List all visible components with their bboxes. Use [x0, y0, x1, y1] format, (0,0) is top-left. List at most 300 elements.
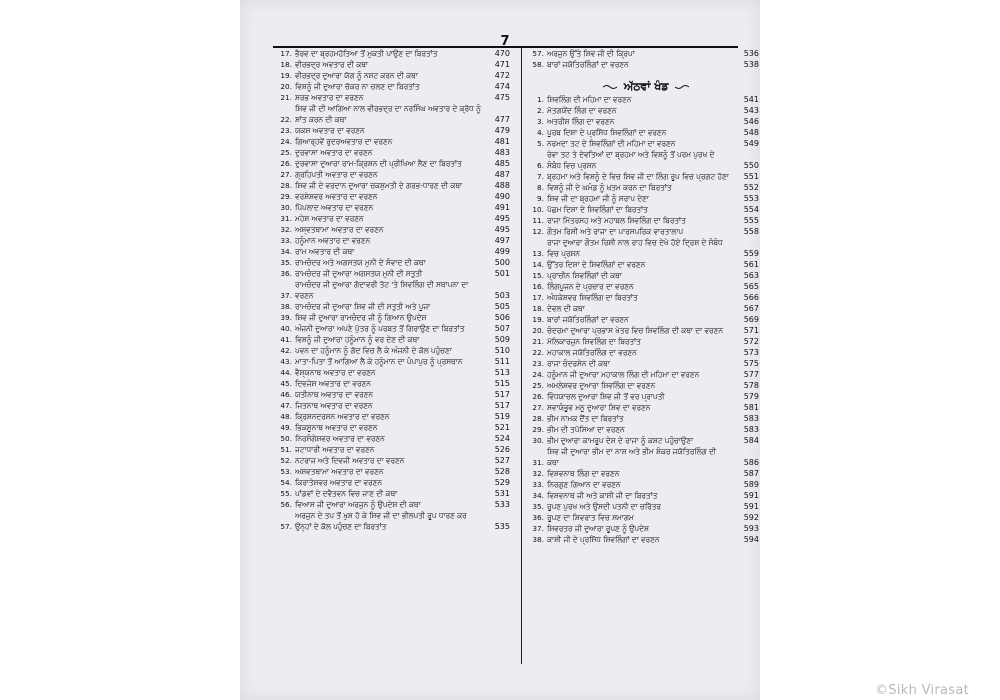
entry-number: 23. [532, 359, 544, 368]
entry-page: 565 [743, 282, 759, 291]
entry-title: ਸਵਾਯੰਭੂਵ ਮਨੂ ਦੁਆਰਾ ਸ਼ਿਵ ਦਾ ਵਰਣਨ [547, 403, 651, 412]
entry-title: ਲਿੰਗਪੂਜਨ ਦੇ ਪ੍ਰਚਾਰ ਦਾ ਵਰਣਨ [547, 282, 634, 291]
contents-entry [527, 501, 759, 512]
entry-title: ਸ਼ਿਵ ਜੀ ਦੇ ਵਰਦਾਨ ਦੁਆਰਾ ਚਕਸ਼ੁਮਤੀ ਦੇ ਗਰਭ-ਧਾਰਣ ਦੀ ਕਥਾ [295, 181, 463, 190]
entry-page: 471 [494, 60, 510, 69]
entry-number: 38. [532, 535, 544, 544]
contents-entry [275, 59, 510, 70]
entry-title: ਪੂਰਬ ਦਿਸ਼ਾ ਦੇ ਪ੍ਰਸਿੱਧ ਸ਼ਿਵਲਿੰਗਾਂ ਦਾ ਵਰਣਨ [547, 128, 667, 137]
entry-title: ਪਾਂਡਵਾਂ ਦੇ ਦਵੈਤਵਨ ਵਿਚ ਜਾਣ ਦੀ ਕਥਾ [295, 489, 398, 498]
entry-title: ਬਾਰਾਂ ਜਯੋਤਿਰਲਿੰਗਾਂ ਦਾ ਵਰਣਨ [547, 60, 629, 69]
contents-entry [527, 391, 759, 402]
contents-entry [275, 510, 510, 532]
entry-page: 559 [743, 249, 759, 258]
entry-page: 551 [743, 172, 759, 181]
entry-page: 566 [743, 293, 759, 302]
entry-number: 27. [532, 403, 544, 412]
entry-number: 32. [532, 469, 544, 478]
contents-entry [275, 334, 510, 345]
entry-title: ਵਿਸ਼ਵਨਾਥ ਲਿੰਗ ਦਾ ਵਰਣਨ [547, 469, 620, 478]
entry-number: 32. [280, 225, 292, 234]
entry-number: 57. [532, 49, 544, 58]
contents-entry [275, 136, 510, 147]
entry-page: 487 [494, 170, 510, 179]
entry-title: ਰਾਜਾ ਮਿੱਤਰਸਹ ਅਤੇ ਮਹਾਬਲ ਸ਼ਿਵਲਿੰਗ ਦਾ ਬਿਰਤਾਂਤ [547, 216, 686, 225]
entry-title: ਵਿੰਧਯਾਚਲ ਦੁਆਰਾ ਸ਼ਿਵ ਜੀ ਤੋਂ ਵਰ ਪ੍ਰਾਪਤੀ [547, 392, 665, 401]
entry-number: 28. [280, 181, 292, 190]
entry-page: 505 [494, 302, 510, 311]
entry-number: 22. [532, 348, 544, 357]
entry-number: 44. [280, 368, 292, 377]
entry-page: 553 [743, 194, 759, 203]
entry-number: 42. [280, 346, 292, 355]
entry-title: ਪਵਨ ਦਾ ਹਨੂੰਮਾਨ ਨੂੰ ਗੋਦ ਵਿਚ ਲੈ ਕੇ ਅੰਜਨੀ ਦੇ ਕੋਲ ਪਹੁੰਚਣਾ [295, 346, 452, 355]
entry-page: 524 [494, 434, 510, 443]
entry-title: ਭੀਮ ਦੁਆਰਾ ਕਾਮਰੂਪ ਦੇਸ਼ ਦੇ ਰਾਜਾ ਨੂੰ ਕਸ਼ਟ ਪਹੁੰਚਾਉਣਾ [547, 436, 694, 445]
entry-title: ਚੰਦਰਮਾ ਦੁਆਰਾ ਪ੍ਰਭਾਸ ਖੇਤਰ ਵਿਚ ਸ਼ਿਵਲਿੰਗ ਦੀ ਕਥਾ ਦਾ ਵਰਣਨ [547, 326, 723, 335]
entry-title: ਹਨੂੰਮਾਨ ਜੀ ਦੁਆਰਾ ਮਹਾਕਾਲ ਲਿੰਗ ਦੀ ਮਹਿਮਾ ਦਾ ਵਰਣਨ [547, 370, 700, 379]
entry-number: 43. [280, 357, 292, 366]
entry-title: ਸ਼ਿਵ ਜੀ ਦਾ ਬ੍ਰਹਮਾ ਜੀ ਨੂੰ ਸਰਾਪ ਦੇਣਾ [547, 194, 649, 203]
entry-number: 56. [280, 500, 292, 509]
contents-entry [275, 411, 510, 422]
entry-page: 491 [494, 203, 510, 212]
contents-entry [275, 433, 510, 444]
entry-number: 45. [280, 379, 292, 388]
entry-number: 34. [280, 247, 292, 256]
contents-entry [275, 356, 510, 367]
entry-page: 586 [743, 458, 759, 467]
entry-number: 17. [532, 293, 544, 302]
entry-page: 555 [743, 216, 759, 225]
entry-page: 503 [494, 291, 510, 300]
entry-number: 21. [532, 337, 544, 346]
contents-entry [275, 70, 510, 81]
entry-number: 7. [537, 172, 544, 181]
entry-page: 531 [494, 489, 510, 498]
contents-entry [275, 367, 510, 378]
entry-title: ਗ੍ਰਹਿਪਤੀ ਅਵਤਾਰ ਦਾ ਵਰਣਨ [295, 170, 378, 179]
entry-page: 584 [743, 436, 759, 445]
entry-page: 497 [494, 236, 510, 245]
entry-title: ਅਤਰੀਸ਼ ਲਿੰਗ ਦਾ ਵਰਣਨ [547, 117, 615, 126]
entry-number: 10. [532, 205, 544, 214]
contents-entry [275, 455, 510, 466]
contents-entry [275, 103, 510, 125]
contents-entry [527, 446, 759, 468]
entry-title: ਰੇਵਾ ਤਟ ਤੇ ਦੇਵਤਿਆਂ ਦਾ ਬ੍ਰਹਮਾ ਅਤੇ ਵਿਸ਼ਨੂੰ ਤੋਂ ਪਰਮ ਪੁਰਖ ਦੇ ਸੰਬੰਧ ਵਿਚ ਪ੍ਰਸ਼ਨ [547, 150, 715, 170]
contents-entry [527, 259, 759, 270]
entry-number: 12. [532, 227, 544, 236]
entry-number: 20. [532, 326, 544, 335]
entry-page: 589 [743, 480, 759, 489]
entry-title: ਭਿਕਸ਼ੂਨਾਥ ਅਵਤਾਰ ਦਾ ਵਰਣਨ [295, 423, 378, 432]
entry-number: 26. [280, 159, 292, 168]
contents-entry [527, 226, 759, 237]
contents-column-left [275, 48, 510, 532]
contents-entry [275, 444, 510, 455]
contents-entry [527, 138, 759, 149]
entry-page: 519 [494, 412, 510, 421]
entry-number: 31. [280, 214, 292, 223]
entry-number: 53. [280, 467, 292, 476]
entry-page: 587 [743, 469, 759, 478]
entry-title: ਰਾਮ ਅਵਤਾਰ ਦੀ ਕਥਾ [295, 247, 355, 256]
entry-page: 501 [494, 269, 510, 278]
entry-number: 19. [280, 71, 292, 80]
entry-number: 18. [532, 304, 544, 313]
contents-entry [527, 424, 759, 435]
entry-title: ਭੀਮ ਨਾਮਕ ਦੈਂਤ ਦਾ ਬਿਰਤਾਂਤ [547, 414, 624, 423]
contents-entry [275, 125, 510, 136]
entry-number: 25. [532, 381, 544, 390]
entry-number: 24. [280, 137, 292, 146]
entry-number: 57. [280, 522, 292, 531]
entry-title: ਵਿਸ਼ਨੂੰ ਜੀ ਦੁਆਰਾ ਚੱਕਰ ਨਾ ਚਲਣ ਦਾ ਬਿਰਤਾਂਤ [295, 82, 420, 91]
entry-page: 474 [494, 82, 510, 91]
entry-title: ਭੀਮ ਦੀ ਤਪੱਸਿਆ ਦਾ ਵਰਣਨ [547, 425, 625, 434]
entry-number: 51. [280, 445, 292, 454]
entry-page: 517 [494, 401, 510, 410]
entry-number: 30. [280, 203, 292, 212]
entry-page: 499 [494, 247, 510, 256]
entry-number: 31. [532, 458, 544, 467]
entry-title: ਅੰਜਨੀ ਦੁਆਰਾ ਅਪਣੇ ਪੁੱਤਰ ਨੂੰ ਪਰਬਤ ਤੋਂ ਗਿਰਾਉਣ ਦਾ ਬਿਰਤਾਂਤ [295, 324, 465, 333]
entry-number: 6. [537, 161, 544, 170]
contents-entry [275, 400, 510, 411]
entry-page: 490 [494, 192, 510, 201]
contents-top-list [527, 48, 759, 70]
contents-entry [527, 193, 759, 204]
entry-page: 488 [494, 181, 510, 190]
contents-entry [527, 380, 759, 391]
entry-title: ਪੱਛਮ ਦਿਸ਼ਾ ਦੇ ਸ਼ਿਵਲਿੰਗਾਂ ਦਾ ਬਿਰਤਾਂਤ [547, 205, 648, 214]
entry-title: ਜਿਤਨਾਥ ਅਵਤਾਰ ਦਾ ਵਰਣਨ [295, 401, 373, 410]
entry-title: ਗਿਆਰ੍ਹਵੇਂ ਰੁਦਰਅਵਤਾਰ ਦਾ ਵਰਣਨ [295, 137, 393, 146]
contents-entry [275, 169, 510, 180]
entry-number: 37. [280, 291, 292, 300]
entry-number: 16. [532, 282, 544, 291]
contents-entry [527, 523, 759, 534]
entry-number: 36. [532, 513, 544, 522]
contents-entry [275, 466, 510, 477]
entry-page: 554 [743, 205, 759, 214]
entry-title: ਬਾਰਾਂ ਜਯੋਤਿਰਲਿੰਗਾਂ ਦਾ ਵਰਣਨ [547, 315, 629, 324]
entry-number: 24. [532, 370, 544, 379]
entry-number: 13. [532, 249, 544, 258]
entry-title: ਸ਼ਿਵਲਿੰਗ ਦੀ ਮਹਿਮਾ ਦਾ ਵਰਣਨ [547, 95, 632, 104]
entry-page: 536 [743, 49, 759, 58]
contents-entry [527, 182, 759, 193]
contents-entry [527, 215, 759, 226]
entry-title: ਮੱਤਗਯੇਂਦ ਲਿੰਗ ਦਾ ਵਰਣਨ [547, 106, 617, 115]
contents-entry [275, 378, 510, 389]
contents-entry [527, 48, 759, 59]
entry-page: 517 [494, 390, 510, 399]
entry-page: 515 [494, 379, 510, 388]
entry-number: 27. [280, 170, 292, 179]
entry-number: 15. [532, 271, 544, 280]
floral-flourish-icon [675, 84, 689, 90]
entry-title: ਹਨੂੰਮਾਨ ਅਵਤਾਰ ਦਾ ਵਰਣਨ [295, 236, 371, 245]
entry-page: 528 [494, 467, 510, 476]
entry-page: 591 [743, 502, 759, 511]
entry-number: 25. [280, 148, 292, 157]
entry-page: 470 [494, 49, 510, 58]
contents-entry [527, 468, 759, 479]
entry-number: 34. [532, 491, 544, 500]
entry-number: 5. [537, 139, 544, 148]
entry-page: 552 [743, 183, 759, 192]
entry-number: 29. [280, 192, 292, 201]
entry-page: 527 [494, 456, 510, 465]
entry-title: ਰੂਪਣ ਪੁਰਖ ਅਤੇ ਉਸਦੀ ਪਤਨੀ ਦਾ ਚਰਿੱਤਰ [547, 502, 661, 511]
contents-entry [275, 488, 510, 499]
entry-page: 535 [494, 522, 510, 531]
entry-title: ਵਰਸ਼ੇਸ਼ਵਰ ਅਵਤਾਰ ਦਾ ਵਰਣਨ [295, 192, 378, 201]
contents-entry [275, 389, 510, 400]
entry-page: 558 [743, 227, 759, 236]
contents-entry [527, 94, 759, 105]
entry-page: 509 [494, 335, 510, 344]
contents-entry [275, 477, 510, 488]
entry-number: 33. [532, 480, 544, 489]
entry-page: 538 [743, 60, 759, 69]
entry-title: ਅਸ਼ਵਤਥਾਮਾ ਅਵਤਾਰ ਦਾ ਵਰਣਨ [295, 467, 384, 476]
entry-title: ਵਿਸ਼ਨੂੰ ਜੀ ਦੁਆਰਾ ਹਨੂੰਮਾਨ ਨੂੰ ਵਰ ਦੇਣ ਦੀ ਕਥਾ [295, 335, 420, 344]
entry-page: 533 [494, 500, 510, 509]
entry-title: ਪਿੱਪਲਾਦ ਅਵਤਾਰ ਦਾ ਵਰਣਨ [295, 203, 374, 212]
section-heading [600, 80, 720, 94]
contents-entry [527, 237, 759, 259]
entry-number: 18. [280, 60, 292, 69]
entry-title: ਕਾਸ਼ੀ ਜੀ ਦੇ ਪ੍ਰਸਿੱਧ ਸ਼ਿਵਲਿੰਗਾਂ ਦਾ ਵਰਣਨ [547, 535, 660, 544]
entry-page: 571 [743, 326, 759, 335]
contents-column-right [527, 48, 759, 545]
entry-number: 3. [537, 117, 544, 126]
entry-page: 561 [743, 260, 759, 269]
entry-title: ਦੁਰਵਾਸਾ ਅਵਤਾਰ ਦਾ ਵਰਣਨ [295, 148, 373, 157]
entry-number: 19. [532, 315, 544, 324]
entry-number: 26. [532, 392, 544, 401]
entry-page: 575 [743, 359, 759, 368]
entry-title: ਕਿਰਾਤੇਸ਼ਵਰ ਅਵਤਾਰ ਦਾ ਵਰਣਨ [295, 478, 382, 487]
contents-entry [275, 257, 510, 268]
contents-entry [527, 292, 759, 303]
contents-entry [275, 499, 510, 510]
contents-entry [527, 149, 759, 171]
entry-title: ਸ਼ਰਭ ਅਵਤਾਰ ਦਾ ਵਰਣਨ [295, 93, 364, 102]
contents-entry [527, 512, 759, 523]
watermark: ©Sikh Virasat [875, 683, 970, 698]
entry-number: 37. [532, 524, 544, 533]
entry-number: 4. [537, 128, 544, 137]
entry-title: ਵਿਸ਼ਨੂੰ ਜੀ ਦੇ ਘਮੰਡ ਨੂੰ ਖ਼ਤਮ ਕਰਨ ਦਾ ਬਿਰਤਾਂਤ [547, 183, 672, 192]
entry-title: ਦੇਵਲ ਦੀ ਕਥਾ [547, 304, 585, 313]
entry-title: ਸ਼ਿਵ ਜੀ ਦੁਆਰਾ ਭੀਮ ਦਾ ਨਾਸ਼ ਅਤੇ ਭੀਮ ਸ਼ੰਕਰ ਜਯੋਤਿਰਲਿੰਗ ਦੀ ਕਥਾ [547, 447, 717, 467]
entry-page: 495 [494, 214, 510, 223]
entry-number: 49. [280, 423, 292, 432]
contents-entry [275, 246, 510, 257]
entry-title: ਪ੍ਰਾਚੀਨ ਸ਼ਿਵਲਿੰਗਾਂ ਦੀ ਕਥਾ [547, 271, 622, 280]
contents-entry [527, 127, 759, 138]
entry-title: ਅਸ਼੍ਵਤਥਾਮਾ ਅਵਤਾਰ ਦਾ ਵਰਣਨ [295, 225, 384, 234]
entry-page: 579 [743, 392, 759, 401]
entry-page: 477 [494, 115, 510, 124]
entry-number: 54. [280, 478, 292, 487]
contents-entry [275, 301, 510, 312]
entry-page: 526 [494, 445, 510, 454]
contents-entry [527, 347, 759, 358]
entry-page: 577 [743, 370, 759, 379]
contents-entry [527, 314, 759, 325]
entry-page: 591 [743, 491, 759, 500]
contents-entry [527, 534, 759, 545]
contents-entry [527, 479, 759, 490]
entry-page: 511 [494, 357, 510, 366]
entry-page: 495 [494, 225, 510, 234]
entry-title: ਦੁਰਵਾਸਾ ਦੁਆਰਾ ਰਾਮ-ਕ੍ਰਿਸ਼ਨ ਦੀ ਪ੍ਰੀਖਿਆ ਲੈਣ ਦਾ ਬਿਰਤਾਂਤ [295, 159, 462, 168]
entry-number: 1. [537, 95, 544, 104]
entry-title: ਕ੍ਰਿਸ਼ਨਦਰਸ਼ਨ ਅਵਤਾਰ ਦਾ ਵਰਣਨ [295, 412, 390, 421]
contents-entry [275, 235, 510, 246]
entry-page: 481 [494, 137, 510, 146]
contents-entry [527, 171, 759, 182]
entry-page: 573 [743, 348, 759, 357]
entry-number: 35. [532, 502, 544, 511]
contents-entry [527, 303, 759, 314]
contents-entry [527, 281, 759, 292]
contents-section-list [527, 94, 759, 545]
entry-title: ਅਰਜੁਨ ਦੇ ਤਪ ਤੋਂ ਖੁਸ਼ ਹੋ ਕੇ ਸ਼ਿਵ ਜੀ ਦਾ ਭੀਲਪਤੀ ਰੂਪ ਧਾਰਣ ਕਰ ਉਨ੍ਹਾਂ ਦੇ ਕੋਲ ਪਹੁੰਚਣ ਦਾ ਬਿਰਤਾਂਤ [295, 511, 467, 531]
entry-title: ਦਿਵਜੇਸ਼ ਅਵਤਾਰ ਦਾ ਵਰਣਨ [295, 379, 371, 388]
entry-number: 58. [532, 60, 544, 69]
entry-number: 17. [280, 49, 292, 58]
entry-title: ਰਾਮਚੰਦਰ ਜੀ ਦੁਆਰਾ ਅਗਸਤਯ ਮੁਨੀ ਦੀ ਸਤੁਤੀ [295, 269, 423, 278]
section-heading-text: ਅੱਠਵਾਂ ਖੰਡ [623, 80, 669, 93]
entry-number: 35. [280, 258, 292, 267]
page-number: 7 [500, 34, 510, 49]
entry-title: ਰਾਜਾ ਚੰਦਰਸੇਨ ਦੀ ਕਥਾ [547, 359, 610, 368]
contents-entry [275, 213, 510, 224]
entry-page: 550 [743, 161, 759, 170]
entry-page: 572 [743, 337, 759, 346]
entry-page: 592 [743, 513, 759, 522]
contents-entry [527, 435, 759, 446]
entry-number: 2. [537, 106, 544, 115]
entry-number: 11. [532, 216, 544, 225]
contents-entry [527, 325, 759, 336]
entry-title: ਜਟਾਧਾਰੀ ਅਵਤਾਰ ਦਾ ਵਰਣਨ [295, 445, 375, 454]
entry-page: 549 [743, 139, 759, 148]
entry-page: 578 [743, 381, 759, 390]
entry-number: 38. [280, 302, 292, 311]
entry-page: 567 [743, 304, 759, 313]
entry-page: 472 [494, 71, 510, 80]
contents-entry [527, 358, 759, 369]
entry-page: 583 [743, 425, 759, 434]
entry-page: 506 [494, 313, 510, 322]
entry-title: ਮੱਲਿਕਾਰਜੁਨ ਸ਼ਿਵਲਿੰਗ ਦਾ ਬਿਰਤਾਂਤ [547, 337, 641, 346]
entry-title: ਮਹੇਸ਼ ਅਵਤਾਰ ਦਾ ਵਰਣਨ [295, 214, 364, 223]
contents-entry [275, 48, 510, 59]
entry-page: 513 [494, 368, 510, 377]
entry-title: ਰਾਜਾ ਦੁਆਰਾ ਗੌਤਮ ਰਿਸ਼ੀ ਨਾਲ ਰਾਹ ਵਿਚ ਦੇਖੇ ਹੋਏ ਦ੍ਰਿਸ਼ ਦੇ ਸੰਬੰਧ ਵਿਚ ਪ੍ਰਸ਼ਨ [547, 238, 723, 258]
entry-number: 22. [280, 115, 292, 124]
entry-page: 475 [494, 93, 510, 102]
entry-page: 548 [743, 128, 759, 137]
entry-title: ਮਾਤਾ-ਪਿਤਾ ਤੋਂ ਆਗਿਆ ਲੈ ਕੇ ਹਨੂੰਮਾਨ ਦਾ ਪੰਪਾਪੁਰ ਨੂੰ ਪ੍ਰਸਥਾਨ [295, 357, 463, 366]
entry-page: 500 [494, 258, 510, 267]
contents-entry [527, 336, 759, 347]
contents-entry [275, 279, 510, 301]
entry-title: ਰਾਮਚੰਦਰ ਅਤੇ ਅਗਸਤਯ ਮੁਨੀ ਦੇ ਸੰਵਾਦ ਦੀ ਕਥਾ [295, 258, 426, 267]
entry-page: 594 [743, 535, 759, 544]
entry-page: 479 [494, 126, 510, 135]
entry-page: 593 [743, 524, 759, 533]
entry-number: 40. [280, 324, 292, 333]
entry-title: ਸ਼ਿਵਰਤਰ ਜੀ ਦੁਆਰਾ ਰੂਪਣ ਨੂੰ ਉਪਦੇਸ਼ [547, 524, 649, 533]
entry-number: 33. [280, 236, 292, 245]
entry-title: ਨਰਮਦਾ ਤਟ ਦੇ ਸ਼ਿਵਲਿੰਗਾਂ ਦੀ ਮਹਿਮਾ ਦਾ ਵਰਣਨ [547, 139, 676, 148]
entry-number: 28. [532, 414, 544, 423]
entry-title: ਸ਼ਿਵ ਜੀ ਦੀ ਆਗਿਆ ਨਾਲ ਵੀਰਭਦ੍ਰ ਦਾ ਨਰਸਿੰਘ ਅਵਤਾਰ ਦੇ ਕ੍ਰੋਧ ਨੂੰ ਸ਼ਾਂਤ ਕਰਨ ਦੀ ਕਥਾ [295, 104, 481, 124]
column-divider [521, 48, 522, 664]
entry-title: ਬ੍ਰਹਮਾ ਅਤੇ ਵਿਸ਼ਨੂੰ ਦੇ ਵਿਚ ਸ਼ਿਵ ਜੀ ਦਾ ਲਿੰਗ ਰੂਪ ਵਿਚ ਪ੍ਰਗਟ ਹੋਣਾ [547, 172, 729, 181]
entry-number: 50. [280, 434, 292, 443]
contents-entry [275, 422, 510, 433]
entry-page: 529 [494, 478, 510, 487]
entry-page: 581 [743, 403, 759, 412]
entry-title: ਵੀਰਭਦ੍ਰ ਦੁਆਰਾ ਯੱਗ ਨੂੰ ਨਸ਼ਟ ਕਰਨ ਦੀ ਕਥਾ [295, 71, 418, 80]
entry-number: 55. [280, 489, 292, 498]
entry-number: 36. [280, 269, 292, 278]
contents-entry [275, 224, 510, 235]
entry-page: 541 [743, 95, 759, 104]
contents-entry [527, 369, 759, 380]
contents-entry [527, 413, 759, 424]
entry-page: 485 [494, 159, 510, 168]
contents-entry [275, 202, 510, 213]
entry-page: 510 [494, 346, 510, 355]
contents-entry [275, 158, 510, 169]
contents-entry [527, 105, 759, 116]
entry-number: 29. [532, 425, 544, 434]
floral-flourish-icon [603, 84, 617, 90]
entry-number: 47. [280, 401, 292, 410]
entry-page: 583 [743, 414, 759, 423]
contents-entry [527, 59, 759, 70]
entry-title: ਸ਼ਿਵ ਜੀ ਦੁਆਰਾ ਰਾਮਚੰਦਰ ਜੀ ਨੂੰ ਗਿਆਨ ਉਪਦੇਸ਼ [295, 313, 427, 322]
contents-entry [275, 81, 510, 92]
entry-number: 9. [537, 194, 544, 203]
entry-number: 41. [280, 335, 292, 344]
entry-title: ਰਾਮਚੰਦਰ ਜੀ ਦੁਆਰਾ ਗੋਦਾਵਰੀ ਤੱਟ 'ਤੇ ਸ਼ਿਵਲਿੰਗ ਦੀ ਸਥਾਪਨਾ ਦਾ ਵਰਣਨ [295, 280, 469, 300]
entry-title: ਰਾਮਚੰਦਰ ਜੀ ਦੁਆਰਾ ਸ਼ਿਵ ਜੀ ਦੀ ਸਤੁਤੀ ਅਤੇ ਪੂਜਾ [295, 302, 431, 311]
entry-page: 543 [743, 106, 759, 115]
contents-entry [275, 268, 510, 279]
entry-number: 21. [280, 93, 292, 102]
entry-title: ਨਟਰਾਜ ਅਤੇ ਦਿਵਜੀ ਅਵਤਾਰ ਦਾ ਵਰਣਨ [295, 456, 405, 465]
entry-title: ਉੱਤਰ ਦਿਸ਼ਾ ਦੇ ਸ਼ਿਵਲਿੰਗਾਂ ਦਾ ਵਰਣਨ [547, 260, 646, 269]
entry-page: 569 [743, 315, 759, 324]
entry-number: 20. [280, 82, 292, 91]
entry-number: 23. [280, 126, 292, 135]
contents-entry [527, 402, 759, 413]
entry-number: 30. [532, 436, 544, 445]
entry-title: ਗੌਤਮ ਰਿਸ਼ੀ ਅਤੇ ਰਾਜਾ ਦਾ ਪਾਰਸਪਰਿਕ ਵਾਰਤਾਲਾਪ [547, 227, 684, 236]
contents-entry [275, 92, 510, 103]
